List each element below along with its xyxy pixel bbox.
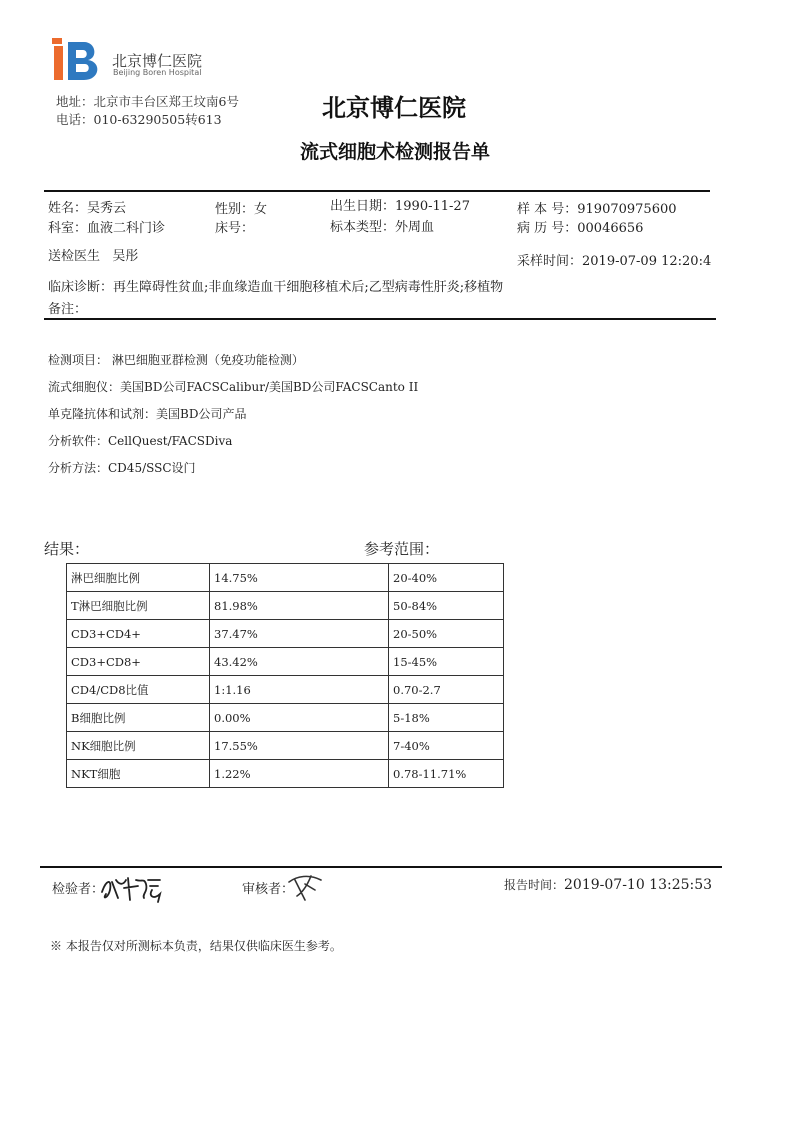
table-row [67, 648, 504, 676]
result-value-cell: 1.22% [210, 760, 389, 788]
sampling-time-label: 采样时间： [517, 254, 583, 269]
result-name-cell: CD4/CD8比值 [67, 676, 210, 704]
sampling-time-value: 2019-07-09 12:20:4 [582, 254, 712, 269]
table-row [67, 620, 504, 648]
birth-date-label: 出生日期： [330, 199, 396, 214]
reference-label: 参考范围： [364, 540, 440, 558]
table-row [67, 760, 504, 788]
sample-no-label: 样 本 号： [517, 202, 578, 217]
test-software: 分析软件：CellQuest/FACSDiva [48, 434, 233, 448]
result-name-cell: T淋巴细胞比例 [67, 592, 210, 620]
department: 科室：血液二科门诊 [48, 221, 166, 236]
birth-date-value: 1990-11-27 [395, 199, 470, 214]
report-title: 流式细胞术检测报告单 [300, 141, 491, 163]
report-time-label: 报告时间： [504, 878, 565, 892]
result-reference-cell: 20-50% [389, 620, 504, 648]
report-time [504, 876, 712, 893]
result-name-cell: 淋巴细胞比例 [67, 564, 210, 592]
result-name-cell: NKT细胞 [67, 760, 210, 788]
hospital-title: 北京博仁医院 [322, 94, 466, 122]
table-row [67, 704, 504, 732]
table-row [67, 676, 504, 704]
test-method: 分析方法：CD45/SSC设门 [48, 461, 196, 475]
report-time-value: 2019-07-10 13:25:53 [564, 877, 713, 893]
sample-no [517, 198, 677, 217]
header-divider-bottom [44, 318, 716, 320]
result-value-cell: 14.75% [210, 564, 389, 592]
result-name-cell: CD3+CD8+ [67, 648, 210, 676]
sample-no-value: 919070975600 [577, 202, 677, 217]
results-label: 结果： [44, 540, 90, 558]
logo-name-en: Beijing Boren Hospital [113, 68, 202, 77]
result-value-cell: 17.55% [210, 732, 389, 760]
hospital-logo-icon [50, 36, 110, 84]
sampling-time [517, 250, 723, 269]
result-reference-cell: 0.78-11.71% [389, 760, 504, 788]
logo-name-cn: 北京博仁医院 [112, 52, 203, 70]
patient-name: 姓名：吴秀云 [48, 201, 127, 216]
table-row [67, 564, 504, 592]
record-no-value: 00046656 [577, 221, 644, 236]
result-value-cell: 43.42% [210, 648, 389, 676]
diagnosis [48, 276, 503, 295]
test-reagents: 单克隆抗体和试剂：美国BD公司产品 [48, 407, 247, 421]
doctor [48, 245, 138, 264]
result-reference-cell: 15-45% [389, 648, 504, 676]
result-name-cell: CD3+CD4+ [67, 620, 210, 648]
patient-gender: 性别：女 [215, 202, 268, 217]
record-no [517, 217, 643, 236]
result-reference-cell: 7-40% [389, 732, 504, 760]
table-row [67, 732, 504, 760]
doctor-label: 送检医生 [48, 249, 101, 264]
result-value-cell: 0.00% [210, 704, 389, 732]
result-reference-cell: 50-84% [389, 592, 504, 620]
reviewer-signature-icon [285, 870, 327, 902]
diagnosis-value: 再生障碍性贫血;非血缘造血干细胞移植术后;乙型病毒性肝炎;移植物 [113, 280, 504, 295]
test-item: 检测项目： 淋巴细胞亚群检测（免疫功能检测） [48, 353, 304, 367]
result-reference-cell: 0.70-2.7 [389, 676, 504, 704]
sample-type: 标本类型：外周血 [330, 220, 435, 235]
result-value-cell: 37.47% [210, 620, 389, 648]
result-value-cell: 81.98% [210, 592, 389, 620]
footer-divider [40, 866, 722, 868]
hospital-phone: 电话：010-63290505转613 [56, 112, 222, 127]
results-table [66, 563, 504, 788]
header-divider-top [44, 190, 710, 192]
record-no-label: 病 历 号： [517, 221, 578, 236]
doctor-value: 吴彤 [112, 249, 139, 264]
remarks: 备注： [48, 302, 88, 317]
result-name-cell: B细胞比例 [67, 704, 210, 732]
bed-no: 床号： [215, 221, 255, 236]
birth-date [330, 195, 470, 214]
result-name-cell: NK细胞比例 [67, 732, 210, 760]
table-row [67, 592, 504, 620]
hospital-address: 地址：北京市丰台区郑王坟南6号 [56, 94, 239, 109]
test-instrument: 流式细胞仪：美国BD公司FACSCalibur/美国BD公司FACSCanto II [48, 380, 419, 394]
result-reference-cell: 20-40% [389, 564, 504, 592]
disclaimer: ※ 本报告仅对所测标本负责，结果仅供临床医生参考。 [50, 939, 342, 953]
result-value-cell: 1:1.16 [210, 676, 389, 704]
tester-label: 检验者： [52, 882, 105, 897]
diagnosis-label: 临床诊断： [48, 280, 114, 295]
result-reference-cell: 5-18% [389, 704, 504, 732]
tester-signature-icon [98, 872, 164, 904]
reviewer-label: 审核者： [242, 882, 295, 897]
